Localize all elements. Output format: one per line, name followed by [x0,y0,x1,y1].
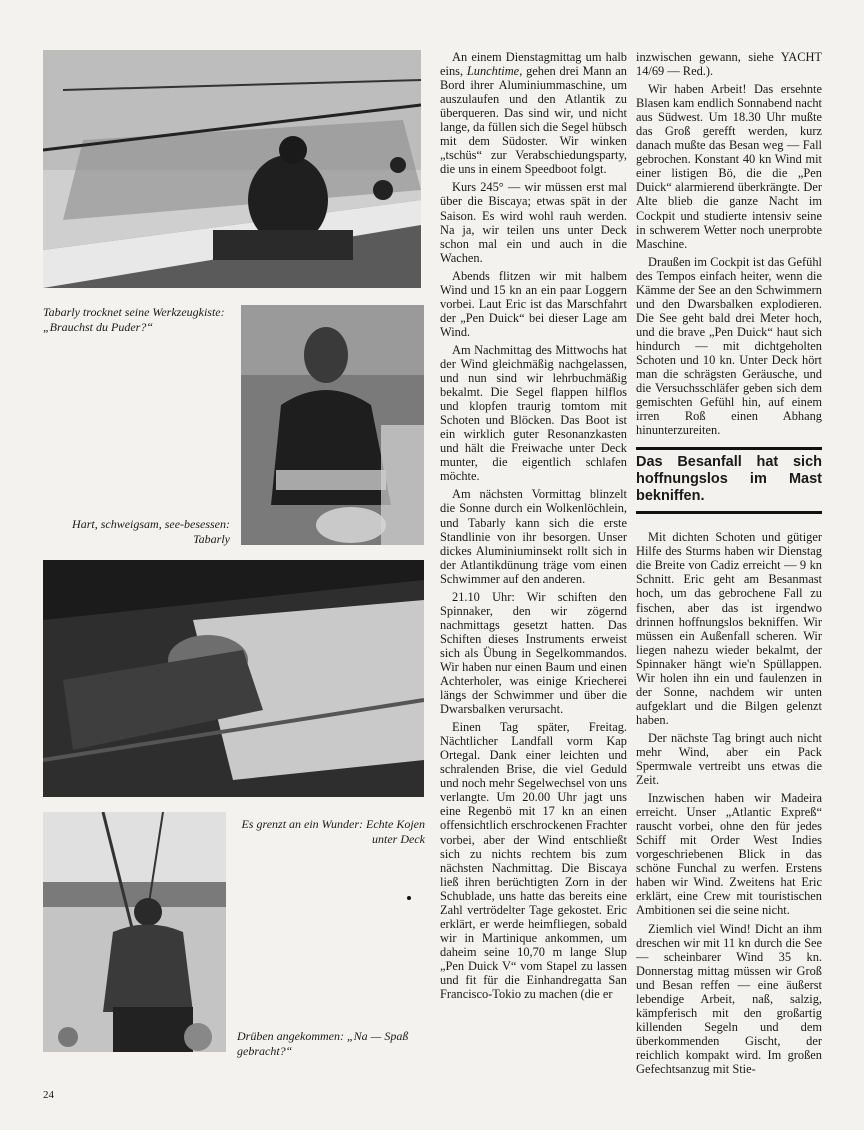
page-number: 24 [43,1089,54,1101]
section-heading: Das Besanfall hat sich hoffnungslos im Mast bekniffen. [636,447,822,514]
col1-paragraph-6: 21.10 Uhr: Wir schiften den Spinnaker, den wir zögernd nachmittags gesetzt hatten. Das Schiften dieses Instruments erweist sich als Übung in Segelkommandos. Wir haben nur einen Baum und einen Achterholer, was einige Kriecherei längs der Schwimmer und über die Dwarsbalken verursacht. [440,589,627,717]
col1-p1-part-c: , gehen drei Mann an Bord ihrer Aluminiummaschine, um auszulaufen und den Atlantik zu überqueren. Das sind wir, und nicht lange, da füllen sich die Segel hübsch mit dem Südoster. Wir winken „tschüs“ zur Verabschiedungsparty, die uns in einem Speedboot folgt. [440,64,627,177]
text-column-2 [636,50,822,1080]
col1-paragraph-2: Kurs 245° — wir müssen erst mal über die Biscaya; etwas spät in der Saison. Es wird wohl rauh werden. Na ja, wir teilen uns unter Deck schon mal ein und auch in die Wachen. [440,180,627,265]
col2-paragraph-7: Ziemlich viel Wind! Dicht an ihm dreschen wir mit 11 kn durch die See — scheinbarer Wind 35 kn. Donnerstag mittag müssen wir Groß und Besan reffen — eine äußerst lebendige Arbeit, naß, salzig, kämpferisch mit den großartig killenden Segeln und dem überkommenden Gischt, der reichlich kompakt wird. Im großen Gefechtsanzug mit Stie- [636,921,822,1076]
col2-paragraph-6: Inzwischen haben wir Madeira erreicht. Unser „Atlantic Expreß“ rauscht vorbei, ohne den für jedes Schiff mit Order West Indies vorgeschriebenen Blick in das schöne Funchal zu werfen. Erstens haben wir Wind. Zweitens hat Eric erklärt, eine Crew mit touristischen Ambitionen sei die seine nicht. [636,791,822,918]
caption-toolbox: Tabarly trocknet seine Werkzeugkiste: „Brauchst du Puder?“ [43,305,225,334]
col2-paragraph-1: inzwischen gewann, siehe YACHT 14/69 — Red.). [636,50,822,79]
print-speck [407,896,411,900]
col1-p1-part-a: An einem Dienstagmittag um halb eins, [440,50,627,79]
col1-p1-lunchtime: Lunchtime [466,64,520,79]
col1-paragraph-3: Abends flitzen wir mit halbem Wind und 15 kn an ein paar Loggern vorbei. Laut Eric ist das Marschfahrt der „Pen Duick“ bei dieser Lage am Wind. [440,268,627,339]
caption-arrival: Drüben angekommen: „Na — Spaß gebracht?“ [237,1029,409,1058]
col1-paragraph-1 [440,50,627,176]
photo-tabarly-portrait [241,305,424,545]
caption-tabarly [60,517,230,547]
col2-paragraph-2: Wir haben Arbeit! Das ersehnte Blasen kam endlich Sonnabend nacht aus Südwest. Um 18.30 Uhr mußte das Groß gerefft werden, kurz danach mußte das Besan weg — Fall gebrochen. Konstant 40 kn Wind mit einer listigen Bö, die die „Pen Duick“ alarmierend überkrängte. Der Alte blieb die ganze Nacht im Cockpit und studierte intensiv seine in schwerem Wetter noch unerprobte Maschine. [636,82,822,251]
photo-arrival [43,812,226,1052]
col2-paragraph-5: Der nächste Tag bringt auch nicht mehr Wind, aber ein Pack Spermwale vertreibt uns etwas die Zeit. [636,730,822,788]
photo-deck-toolbox [43,50,421,288]
col1-paragraph-4: Am Nachmittag des Mittwochs hat der Wind gleichmäßig nachgelassen, und nun sind wir lehrbuchmäßig bekalmt. Die Segel flappen hilflos und klopfen traurig tomtom mit Schoten und Blöcken. Das Boot ist ein wirklich guter Resonanzkasten und hält die Freiwache unter Deck munter, die eigentlich schlafen möchte. [440,342,627,484]
caption-tabarly-text: Hart, schweigsam, see-besessen: Tabarly [72,517,230,546]
caption-bunks: Es grenzt an ein Wunder: Echte Kojen unter Deck [241,817,425,846]
col1-paragraph-5: Am nächsten Vormittag blinzelt die Sonne durch ein Wolkenlöchlein, und Tabarly kann sich die erste Standlinie von ihr besorgen. Unser dickes Aluminiuminsekt rollt sich in der Atlantikdünung träge vom einen Schwimmer auf den anderen. [440,487,627,586]
col2-paragraph-3: Draußen im Cockpit ist das Gefühl des Tempos einfach heiter, wenn die Kämme der See an den Schwimmern und den Dwarsbalken explodieren. Die See geht bald drei Meter hoch, und die brave „Pen Duick“ haut sich hindurch — mit dichtgeholten Schoten und 10 kn. Unter Deck hört man die schrägsten Geräusche, und die Versuchsschläfer geben sich dem gemischten Gefühl hin, auf einem irren Roß einen Abhang hinunterzureiten. [636,254,822,438]
col1-paragraph-7: Einen Tag später, Freitag. Nächtlicher Landfall vorm Kap Ortegal. Dank einer leichten und schralenden Brise, die viel Geduld und noch mehr Segelwechsel von uns verlangte. Um 20.00 Uhr jagt uns eine Regenbö mit 17 kn an einen offensichtlich erschrockenen Frachter vorbei, aber der Wind entschließt sich zu nichts rechtem bis zum nächsten Nachmittag. Die Biscaya ließ ihren berüchtigten Zorn in der Schublade, uns hatte das bereits eine Zahl vertrödelter Tage gekostet. Eric erklärt, er werde heimfliegen, sobald wir in Martinique ankommen, um daheim seine 10,70 m lange Slup „Pen Duick V“ vom Stapel zu lassen und fit für die Einhandregatta San Francisco-Tokio zu machen (die er [440,720,627,1002]
photo-bunks [43,560,424,797]
text-column-1 [440,50,627,1005]
col2-paragraph-4: Mit dichten Schoten und gütiger Hilfe des Sturms haben wir Dienstag die Breite von Cadiz erreicht — 9 kn Schnitt. Eric geht am Besanmast hoch, um das gebrochene Fall zu fischen, aber das ist irgendwo drinnen hoffnungslos bekniffen. Wir müssen ein Außenfall scheren. Wir liegen nahezu wieder bekalmt, der Spinnaker hängt wie'n Spüllappen. Wir holen ihn ein und faulenzen in der Sonne, nachdem wir unten aufgeklart und die Bilgen gelenzt haben. [636,530,822,727]
